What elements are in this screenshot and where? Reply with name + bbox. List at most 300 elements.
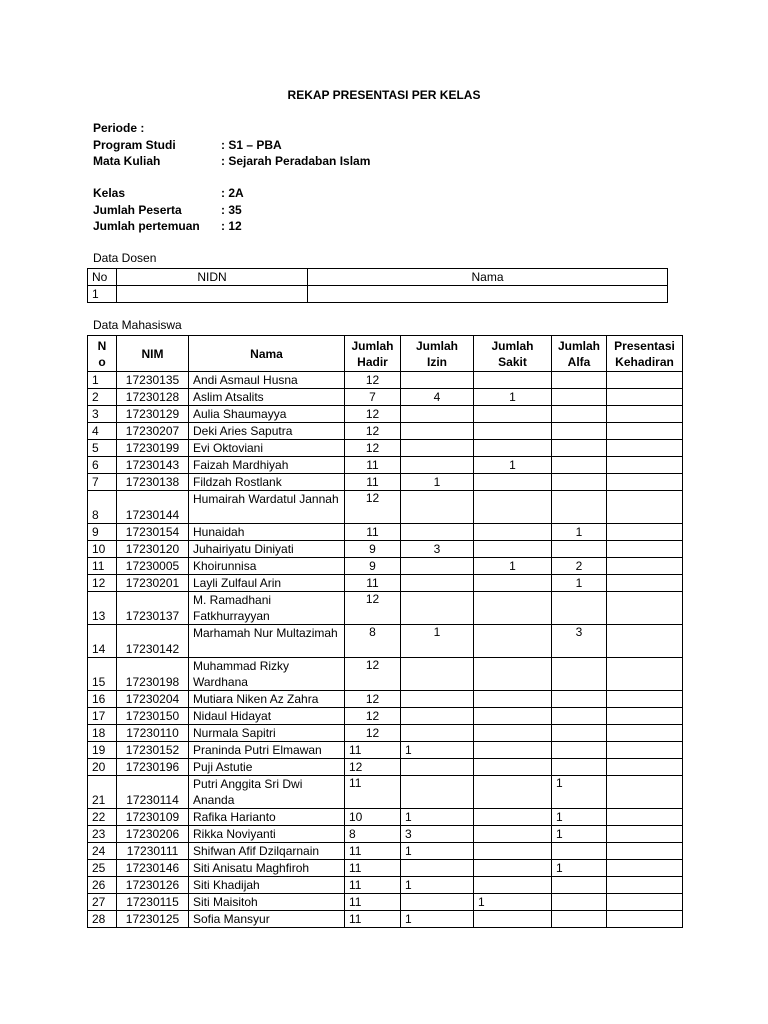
cell-presentasi (607, 658, 683, 691)
header-alfa-line2: Alfa (567, 354, 591, 369)
cell-nama: Muhammad Rizky Wardhana (189, 658, 345, 691)
cell-presentasi (607, 423, 683, 440)
cell-alfa: 2 (552, 558, 607, 575)
cell-alfa: 1 (552, 524, 607, 541)
cell-no: 10 (88, 541, 117, 558)
cell-sakit (474, 440, 552, 457)
cell-izin (401, 592, 474, 625)
cell-presentasi (607, 725, 683, 742)
cell-no: 1 (88, 372, 117, 389)
cell-nim: 17230115 (117, 894, 189, 911)
cell-nim: 17230196 (117, 759, 189, 776)
cell-izin: 1 (401, 877, 474, 894)
cell-sakit (474, 372, 552, 389)
header-presentasi-line1: Presentasi (614, 338, 675, 353)
cell-nim: 17230114 (117, 776, 189, 809)
cell-alfa (552, 541, 607, 558)
cell-hadir: 12 (345, 423, 401, 440)
cell-izin: 1 (401, 474, 474, 491)
cell-hadir: 8 (345, 625, 401, 658)
cell-no: 20 (88, 759, 117, 776)
cell-alfa (552, 592, 607, 625)
cell-presentasi (607, 691, 683, 708)
cell-alfa (552, 725, 607, 742)
cell-sakit (474, 826, 552, 843)
cell-alfa (552, 658, 607, 691)
cell-sakit (474, 759, 552, 776)
cell-izin (401, 558, 474, 575)
cell-presentasi (607, 457, 683, 474)
header-hadir-line2: Hadir (357, 354, 388, 369)
dosen-nama (308, 286, 668, 303)
cell-alfa: 1 (552, 860, 607, 877)
table-row (88, 843, 683, 860)
dosen-nidn (117, 286, 308, 303)
header-hadir (345, 336, 401, 372)
cell-nama: Deki Aries Saputra (189, 423, 345, 440)
cell-hadir: 11 (345, 742, 401, 759)
cell-nama: Aslim Atsalits (189, 389, 345, 406)
cell-nim: 17230144 (117, 491, 189, 524)
cell-no: 4 (88, 423, 117, 440)
cell-nama: Khoirunnisa (189, 558, 345, 575)
cell-izin (401, 406, 474, 423)
cell-alfa (552, 742, 607, 759)
cell-nama: Shifwan Afif Dzilqarnain (189, 843, 345, 860)
cell-hadir: 12 (345, 372, 401, 389)
cell-nim: 17230138 (117, 474, 189, 491)
cell-nama: Andi Asmaul Husna (189, 372, 345, 389)
cell-sakit (474, 911, 552, 928)
meta-label: Kelas (93, 186, 126, 200)
header-alfa (552, 336, 607, 372)
table-row (88, 541, 683, 558)
table-row (88, 558, 683, 575)
cell-no: 11 (88, 558, 117, 575)
dosen-header-no: No (88, 269, 117, 286)
cell-presentasi (607, 389, 683, 406)
cell-izin (401, 691, 474, 708)
meta-value: : 2A (221, 186, 244, 200)
cell-nim: 17230129 (117, 406, 189, 423)
cell-nama: Evi Oktoviani (189, 440, 345, 457)
cell-hadir: 11 (345, 843, 401, 860)
cell-alfa (552, 423, 607, 440)
cell-izin (401, 372, 474, 389)
cell-nama: Sofia Mansyur (189, 911, 345, 928)
header-hadir-line1: Jumlah (351, 338, 394, 353)
cell-presentasi (607, 440, 683, 457)
cell-nama: Juhairiyatu Diniyati (189, 541, 345, 558)
cell-presentasi (607, 625, 683, 658)
cell-nim: 17230146 (117, 860, 189, 877)
cell-presentasi (607, 708, 683, 725)
cell-izin (401, 725, 474, 742)
cell-nim: 17230154 (117, 524, 189, 541)
cell-hadir: 10 (345, 809, 401, 826)
header-sakit-line1: Jumlah (491, 338, 534, 353)
cell-no: 15 (88, 658, 117, 691)
cell-hadir: 11 (345, 894, 401, 911)
cell-alfa (552, 708, 607, 725)
cell-sakit (474, 625, 552, 658)
cell-sakit (474, 809, 552, 826)
cell-hadir: 11 (345, 474, 401, 491)
header-no (88, 336, 117, 372)
cell-presentasi (607, 524, 683, 541)
cell-presentasi (607, 541, 683, 558)
cell-izin: 3 (401, 826, 474, 843)
cell-alfa: 1 (552, 575, 607, 592)
mahasiswa-section-label: Data Mahasiswa (93, 318, 182, 332)
cell-nama: Aulia Shaumayya (189, 406, 345, 423)
cell-presentasi (607, 406, 683, 423)
cell-no: 14 (88, 625, 117, 658)
mahasiswa-table (87, 335, 683, 928)
cell-nim: 17230206 (117, 826, 189, 843)
cell-no: 17 (88, 708, 117, 725)
cell-hadir: 12 (345, 592, 401, 625)
table-row (88, 625, 683, 658)
table-row (88, 776, 683, 809)
cell-nim: 17230125 (117, 911, 189, 928)
cell-presentasi (607, 558, 683, 575)
table-row (88, 809, 683, 826)
cell-alfa (552, 474, 607, 491)
meta-row (93, 202, 244, 219)
dosen-header-nidn: NIDN (117, 269, 308, 286)
cell-presentasi (607, 860, 683, 877)
table-row (88, 742, 683, 759)
cell-sakit (474, 776, 552, 809)
dosen-header-row (88, 269, 668, 286)
cell-no: 12 (88, 575, 117, 592)
cell-sakit (474, 691, 552, 708)
cell-izin (401, 759, 474, 776)
dosen-header-nama: Nama (308, 269, 668, 286)
cell-nama: Marhamah Nur Multazimah (189, 625, 345, 658)
table-row (88, 894, 683, 911)
cell-nama: Nurmala Sapitri (189, 725, 345, 742)
cell-nama: Faizah Mardhiyah (189, 457, 345, 474)
cell-nim: 17230152 (117, 742, 189, 759)
cell-no: 13 (88, 592, 117, 625)
cell-presentasi (607, 843, 683, 860)
cell-alfa (552, 440, 607, 457)
cell-alfa (552, 759, 607, 776)
cell-izin (401, 423, 474, 440)
header-nim: NIM (117, 336, 189, 372)
cell-nama: Rikka Noviyanti (189, 826, 345, 843)
dosen-no: 1 (88, 286, 117, 303)
cell-presentasi (607, 776, 683, 809)
cell-nim: 17230137 (117, 592, 189, 625)
cell-nim: 17230150 (117, 708, 189, 725)
cell-hadir: 11 (345, 524, 401, 541)
cell-hadir: 7 (345, 389, 401, 406)
table-row (88, 911, 683, 928)
table-row (88, 389, 683, 406)
cell-nama: Layli Zulfaul Arin (189, 575, 345, 592)
meta-label: Jumlah Peserta (93, 202, 182, 217)
cell-nim: 17230199 (117, 440, 189, 457)
header-nama: Nama (189, 336, 345, 372)
table-row (88, 474, 683, 491)
cell-no: 21 (88, 776, 117, 809)
cell-presentasi (607, 474, 683, 491)
cell-nama: Putri Anggita Sri Dwi Ananda (189, 776, 345, 809)
cell-no: 23 (88, 826, 117, 843)
cell-presentasi (607, 592, 683, 625)
cell-sakit (474, 843, 552, 860)
cell-presentasi (607, 575, 683, 592)
cell-nama: Fildzah Rostlank (189, 474, 345, 491)
cell-sakit: 1 (474, 558, 552, 575)
cell-presentasi (607, 759, 683, 776)
cell-sakit: 1 (474, 389, 552, 406)
table-row (88, 860, 683, 877)
cell-no: 8 (88, 491, 117, 524)
table-row (88, 759, 683, 776)
header-no-line1: N (97, 338, 107, 353)
table-row (88, 575, 683, 592)
cell-alfa (552, 491, 607, 524)
table-row (88, 440, 683, 457)
table-row (88, 826, 683, 843)
cell-sakit (474, 725, 552, 742)
meta-value: : S1 – PBA (221, 137, 282, 152)
meta-row (93, 120, 370, 137)
meta-label: Periode : (93, 121, 145, 135)
cell-nama: Praninda Putri Elmawan (189, 742, 345, 759)
mahasiswa-header-row (88, 336, 683, 372)
cell-izin: 1 (401, 742, 474, 759)
cell-hadir: 11 (345, 575, 401, 592)
cell-sakit (474, 592, 552, 625)
cell-hadir: 12 (345, 658, 401, 691)
meta-value: : Sejarah Peradaban Islam (221, 154, 371, 168)
cell-hadir: 12 (345, 406, 401, 423)
cell-sakit (474, 406, 552, 423)
cell-hadir: 12 (345, 440, 401, 457)
meta-row (93, 137, 370, 154)
class-info (93, 185, 244, 235)
meta-row (93, 218, 244, 235)
cell-sakit (474, 423, 552, 440)
table-row (88, 491, 683, 524)
table-row (88, 372, 683, 389)
cell-alfa: 1 (552, 826, 607, 843)
cell-hadir: 9 (345, 541, 401, 558)
cell-hadir: 12 (345, 491, 401, 524)
cell-izin: 3 (401, 541, 474, 558)
cell-nim: 17230198 (117, 658, 189, 691)
cell-sakit (474, 877, 552, 894)
cell-hadir: 11 (345, 776, 401, 809)
cell-alfa: 1 (552, 809, 607, 826)
cell-sakit (474, 575, 552, 592)
meta-value: : 35 (221, 202, 242, 217)
table-row (88, 708, 683, 725)
cell-no: 7 (88, 474, 117, 491)
cell-nim: 17230201 (117, 575, 189, 592)
cell-izin (401, 575, 474, 592)
cell-sakit (474, 860, 552, 877)
cell-hadir: 12 (345, 708, 401, 725)
cell-hadir: 9 (345, 558, 401, 575)
cell-nim: 17230135 (117, 372, 189, 389)
cell-nama: Puji Astutie (189, 759, 345, 776)
cell-presentasi (607, 826, 683, 843)
cell-nama: Mutiara Niken Az Zahra (189, 691, 345, 708)
cell-no: 9 (88, 524, 117, 541)
cell-alfa (552, 372, 607, 389)
cell-no: 18 (88, 725, 117, 742)
cell-nim: 17230142 (117, 625, 189, 658)
cell-nim: 17230128 (117, 389, 189, 406)
cell-nama: Nidaul Hidayat (189, 708, 345, 725)
header-presentasi (607, 336, 683, 372)
cell-izin: 1 (401, 809, 474, 826)
cell-izin (401, 457, 474, 474)
page-title: REKAP PRESENTASI PER KELAS (287, 88, 481, 102)
cell-sakit: 1 (474, 894, 552, 911)
cell-no: 25 (88, 860, 117, 877)
cell-presentasi (607, 877, 683, 894)
cell-no: 2 (88, 389, 117, 406)
cell-nim: 17230110 (117, 725, 189, 742)
cell-presentasi (607, 911, 683, 928)
table-row (88, 725, 683, 742)
cell-sakit (474, 541, 552, 558)
cell-hadir: 11 (345, 457, 401, 474)
cell-izin: 4 (401, 389, 474, 406)
cell-alfa (552, 691, 607, 708)
cell-no: 22 (88, 809, 117, 826)
meta-row (93, 185, 244, 202)
table-row (88, 406, 683, 423)
cell-hadir: 12 (345, 759, 401, 776)
dosen-row (88, 286, 668, 303)
cell-alfa (552, 877, 607, 894)
course-info (93, 120, 370, 170)
cell-nama: Siti Maisitoh (189, 894, 345, 911)
meta-label: Jumlah pertemuan (93, 219, 200, 233)
cell-sakit: 1 (474, 457, 552, 474)
cell-izin (401, 860, 474, 877)
cell-izin (401, 440, 474, 457)
cell-presentasi (607, 372, 683, 389)
cell-no: 27 (88, 894, 117, 911)
cell-izin: 1 (401, 911, 474, 928)
dosen-section-label: Data Dosen (93, 251, 157, 265)
header-presentasi-line2: Kehadiran (615, 354, 674, 369)
cell-izin: 1 (401, 625, 474, 658)
cell-sakit (474, 491, 552, 524)
cell-izin (401, 894, 474, 911)
table-row (88, 658, 683, 691)
meta-label: Mata Kuliah (93, 154, 161, 168)
cell-sakit (474, 658, 552, 691)
cell-izin (401, 708, 474, 725)
cell-alfa: 3 (552, 625, 607, 658)
cell-alfa (552, 389, 607, 406)
cell-no: 16 (88, 691, 117, 708)
cell-hadir: 12 (345, 691, 401, 708)
cell-izin (401, 776, 474, 809)
cell-nama: Humairah Wardatul Jannah (189, 491, 345, 524)
table-row (88, 877, 683, 894)
dosen-table (87, 268, 668, 303)
cell-nama: Siti Anisatu Maghfiroh (189, 860, 345, 877)
cell-hadir: 12 (345, 725, 401, 742)
cell-sakit (474, 742, 552, 759)
cell-alfa (552, 406, 607, 423)
table-row (88, 691, 683, 708)
cell-sakit (474, 524, 552, 541)
cell-nim: 17230204 (117, 691, 189, 708)
table-row (88, 592, 683, 625)
cell-nim: 17230111 (117, 843, 189, 860)
cell-presentasi (607, 894, 683, 911)
cell-hadir: 11 (345, 877, 401, 894)
table-row (88, 423, 683, 440)
cell-hadir: 8 (345, 826, 401, 843)
cell-nim: 17230109 (117, 809, 189, 826)
cell-alfa (552, 894, 607, 911)
cell-presentasi (607, 809, 683, 826)
header-alfa-line1: Jumlah (557, 338, 600, 353)
meta-row (93, 153, 370, 170)
header-izin (401, 336, 474, 372)
cell-nama: Rafika Harianto (189, 809, 345, 826)
cell-alfa (552, 911, 607, 928)
header-izin-line2: Izin (427, 354, 447, 369)
cell-izin (401, 524, 474, 541)
cell-presentasi (607, 742, 683, 759)
header-sakit-line2: Sakit (498, 354, 527, 369)
cell-izin: 1 (401, 843, 474, 860)
cell-nim: 17230126 (117, 877, 189, 894)
cell-alfa: 1 (552, 776, 607, 809)
table-row (88, 457, 683, 474)
cell-nim: 17230143 (117, 457, 189, 474)
cell-izin (401, 658, 474, 691)
cell-no: 28 (88, 911, 117, 928)
cell-hadir: 11 (345, 860, 401, 877)
mahasiswa-table-body (88, 372, 683, 928)
cell-sakit (474, 474, 552, 491)
cell-alfa (552, 457, 607, 474)
header-no-line2: o (98, 354, 106, 369)
cell-presentasi (607, 491, 683, 524)
cell-nama: M. Ramadhani Fatkhurrayyan (189, 592, 345, 625)
cell-sakit (474, 708, 552, 725)
header-izin-line1: Jumlah (415, 338, 458, 353)
cell-nama: Hunaidah (189, 524, 345, 541)
cell-nim: 17230005 (117, 558, 189, 575)
cell-no: 26 (88, 877, 117, 894)
cell-no: 3 (88, 406, 117, 423)
cell-izin (401, 491, 474, 524)
cell-no: 5 (88, 440, 117, 457)
cell-nim: 17230207 (117, 423, 189, 440)
table-row (88, 524, 683, 541)
cell-no: 24 (88, 843, 117, 860)
meta-label: Program Studi (93, 137, 176, 152)
cell-nama: Siti Khadijah (189, 877, 345, 894)
meta-value: : 12 (221, 219, 242, 233)
